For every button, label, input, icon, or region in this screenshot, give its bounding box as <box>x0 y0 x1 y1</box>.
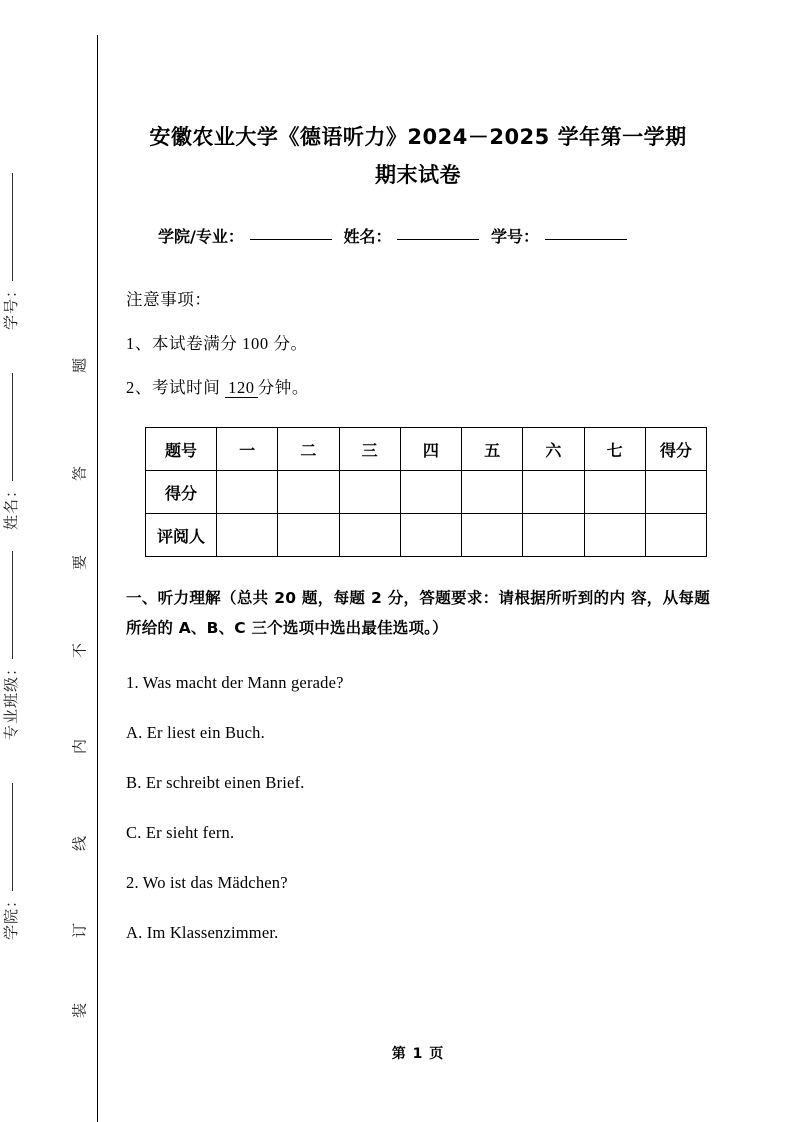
notice-item-2 <box>126 355 710 399</box>
exam-duration-value: 120 <box>225 378 258 398</box>
score-cell[interactable] <box>645 471 706 514</box>
seal-field-college <box>0 640 21 940</box>
seal-field-college-blank <box>12 783 13 891</box>
question-2-stem: 2. Wo ist das Mädchen? <box>126 873 288 892</box>
question-1-option-a[interactable]: A. Er liest ein Buch. <box>126 723 265 742</box>
college-major-label: 学院/专业： <box>158 227 244 246</box>
notice-item-2-prefix: 2、考试时间 <box>126 378 221 397</box>
seal-note-char-1: 题 <box>72 358 89 374</box>
page-title-line1: 安徽农业大学《德语听力》2024－2025 学年第一学期 <box>149 125 687 149</box>
question-1-option-b[interactable]: B. Er schreibt einen Brief. <box>126 773 305 792</box>
grader-cell[interactable] <box>217 514 278 557</box>
section-heading-listening <box>126 557 710 643</box>
grader-cell[interactable] <box>523 514 584 557</box>
seal-field-name-label: 姓名： <box>4 481 20 530</box>
seal-note-char-5: 内 <box>72 739 89 755</box>
score-table-header-6: 六 <box>523 428 584 471</box>
notice-item-2-suffix: 分钟。 <box>257 378 309 397</box>
score-table-header-4: 四 <box>400 428 461 471</box>
grader-cell[interactable] <box>278 514 339 557</box>
score-row-label-grader: 评阅人 <box>146 514 217 557</box>
name-input[interactable] <box>397 239 479 240</box>
seal-field-student-id-label: 学号： <box>4 281 20 330</box>
score-table-header-0: 题号 <box>146 428 217 471</box>
score-table-header-8: 得分 <box>645 428 706 471</box>
seal-note-char-8: 装 <box>72 1003 89 1019</box>
score-cell[interactable] <box>278 471 339 514</box>
student-id-input[interactable] <box>545 239 627 240</box>
college-major-input[interactable] <box>250 239 332 240</box>
score-table-header-5: 五 <box>462 428 523 471</box>
score-cell[interactable] <box>217 471 278 514</box>
score-cell[interactable] <box>400 471 461 514</box>
question-1-option-c[interactable]: C. Er sieht fern. <box>126 823 235 842</box>
seal-field-college-label: 学院： <box>4 891 20 940</box>
notice-block <box>126 247 710 399</box>
seal-note-char-7: 订 <box>72 923 89 939</box>
name-label: 姓名： <box>343 227 392 246</box>
seal-vertical-rule <box>97 35 98 1122</box>
grader-cell[interactable] <box>462 514 523 557</box>
score-cell[interactable] <box>584 471 645 514</box>
notice-heading: 注意事项： <box>126 290 212 309</box>
score-table <box>145 427 707 557</box>
page-title <box>126 0 710 194</box>
seal-note-char-6: 线 <box>72 836 89 852</box>
student-id-label: 学号： <box>491 227 540 246</box>
section-heading-line2: 容，从每题所给的 A、B、C 三个选项中选出最佳选项。） <box>126 589 710 637</box>
table-row <box>146 471 707 514</box>
table-row-header <box>146 428 707 471</box>
grader-cell[interactable] <box>584 514 645 557</box>
seal-note-char-4: 不 <box>72 643 89 659</box>
exam-paper-body <box>126 0 710 943</box>
seal-field-class-label: 专业班级： <box>4 659 20 740</box>
section-heading-line1: 一、听力理解（总共 20 题，每题 2 分，答题要求：请根据所听到的内 <box>126 589 626 607</box>
score-cell[interactable] <box>523 471 584 514</box>
notice-item-1: 1、本试卷满分 100 分。 <box>126 334 308 353</box>
grader-cell[interactable] <box>339 514 400 557</box>
score-cell[interactable] <box>462 471 523 514</box>
seal-note-char-2: 答 <box>72 466 89 482</box>
score-cell[interactable] <box>339 471 400 514</box>
score-table-header-3: 三 <box>339 428 400 471</box>
question-1-stem: 1. Was macht der Mann gerade? <box>126 673 344 692</box>
grader-cell[interactable] <box>645 514 706 557</box>
seal-note-char-3: 要 <box>72 555 89 571</box>
identity-row <box>126 194 710 247</box>
score-row-label-score: 得分 <box>146 471 217 514</box>
score-table-header-2: 二 <box>278 428 339 471</box>
question-2-option-a[interactable]: A. Im Klassenzimmer. <box>126 923 279 942</box>
page-title-line2: 期末试卷 <box>375 163 461 187</box>
score-table-header-1: 一 <box>217 428 278 471</box>
seal-binding-strip <box>0 0 98 1122</box>
score-table-header-7: 七 <box>584 428 645 471</box>
table-row <box>146 514 707 557</box>
page-footer: 第 1 页 <box>391 1046 445 1062</box>
grader-cell[interactable] <box>400 514 461 557</box>
